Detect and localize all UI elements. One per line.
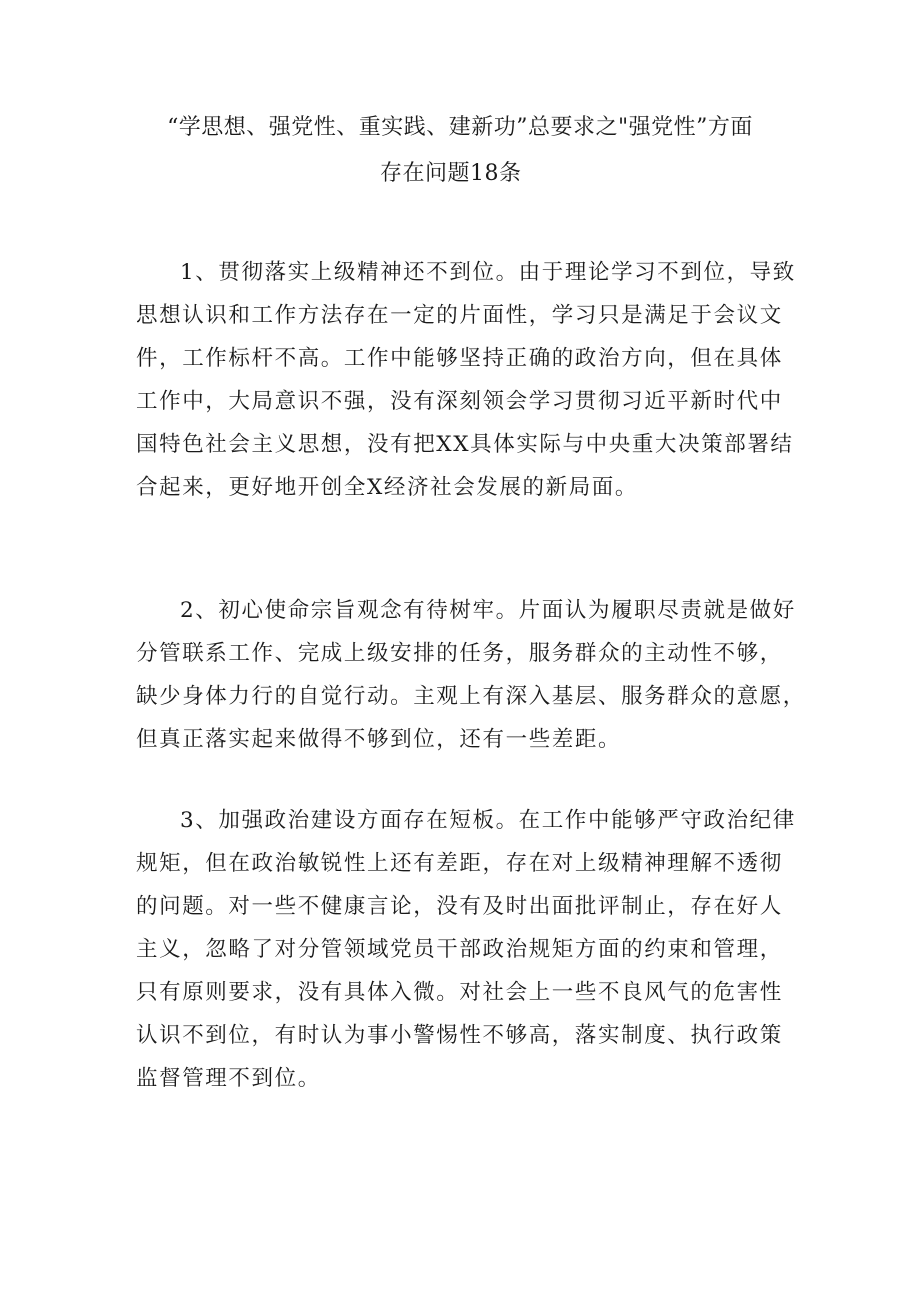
paragraph-line: 但真正落实起来做得不够到位，还有一些差距。 [136, 727, 622, 752]
paragraph-line: 3、加强政治建设方面存在短板。在工作中能够严守政治纪律 [180, 808, 796, 833]
paragraph-line: 合起来，更好地开创全X经济社会发展的新局面。 [136, 475, 639, 500]
paragraph-line: 2、初心使命宗旨观念有待树牢。片面认为履职尽责就是做好 [180, 598, 796, 623]
paragraph-line: 思想认识和工作方法存在一定的片面性，学习只是满足于会议文 [136, 303, 783, 328]
paragraph-line: 的问题。对一些不健康言论，没有及时出面批评制止，存在好人 [136, 894, 783, 919]
document-title-line1: “学思想、强党性、重实践、建新功”总要求之"强党性”方面 [167, 115, 753, 140]
paragraph-line: 工作中，大局意识不强，没有深刻领会学习贯彻习近平新时代中 [136, 389, 783, 414]
paragraph-line: 国特色社会主义思想，没有把XX具体实际与中央重大决策部署结 [136, 432, 794, 457]
paragraph-2 [136, 589, 806, 761]
document-title-line2: 存在问题18条 [380, 161, 522, 186]
paragraph-line: 件，工作标杆不高。工作中能够坚持正确的政治方向，但在具体 [136, 346, 783, 371]
paragraph-line: 缺少身体力行的自觉行动。主观上有深入基层、服务群众的意愿， [136, 684, 806, 709]
paragraph-line: 认识不到位，有时认为事小警惕性不够高，落实制度、执行政策 [136, 1023, 783, 1048]
paragraph-3 [136, 799, 806, 1100]
paragraph-line: 主义，忽略了对分管领域党员干部政治规矩方面的约束和管理， [136, 937, 783, 962]
paragraph-line: 监督管理不到位。 [136, 1066, 321, 1091]
paragraph-1 [136, 251, 806, 509]
paragraph-line: 分管联系工作、完成上级安排的任务，服务群众的主动性不够， [136, 641, 783, 666]
paragraph-line: 只有原则要求，没有具体入微。对社会上一些不良风气的危害性 [136, 980, 783, 1005]
paragraph-line: 规矩，但在政治敏锐性上还有差距，存在对上级精神理解不透彻 [136, 851, 783, 876]
paragraph-line: 1、贯彻落实上级精神还不到位。由于理论学习不到位，导致 [180, 260, 796, 285]
